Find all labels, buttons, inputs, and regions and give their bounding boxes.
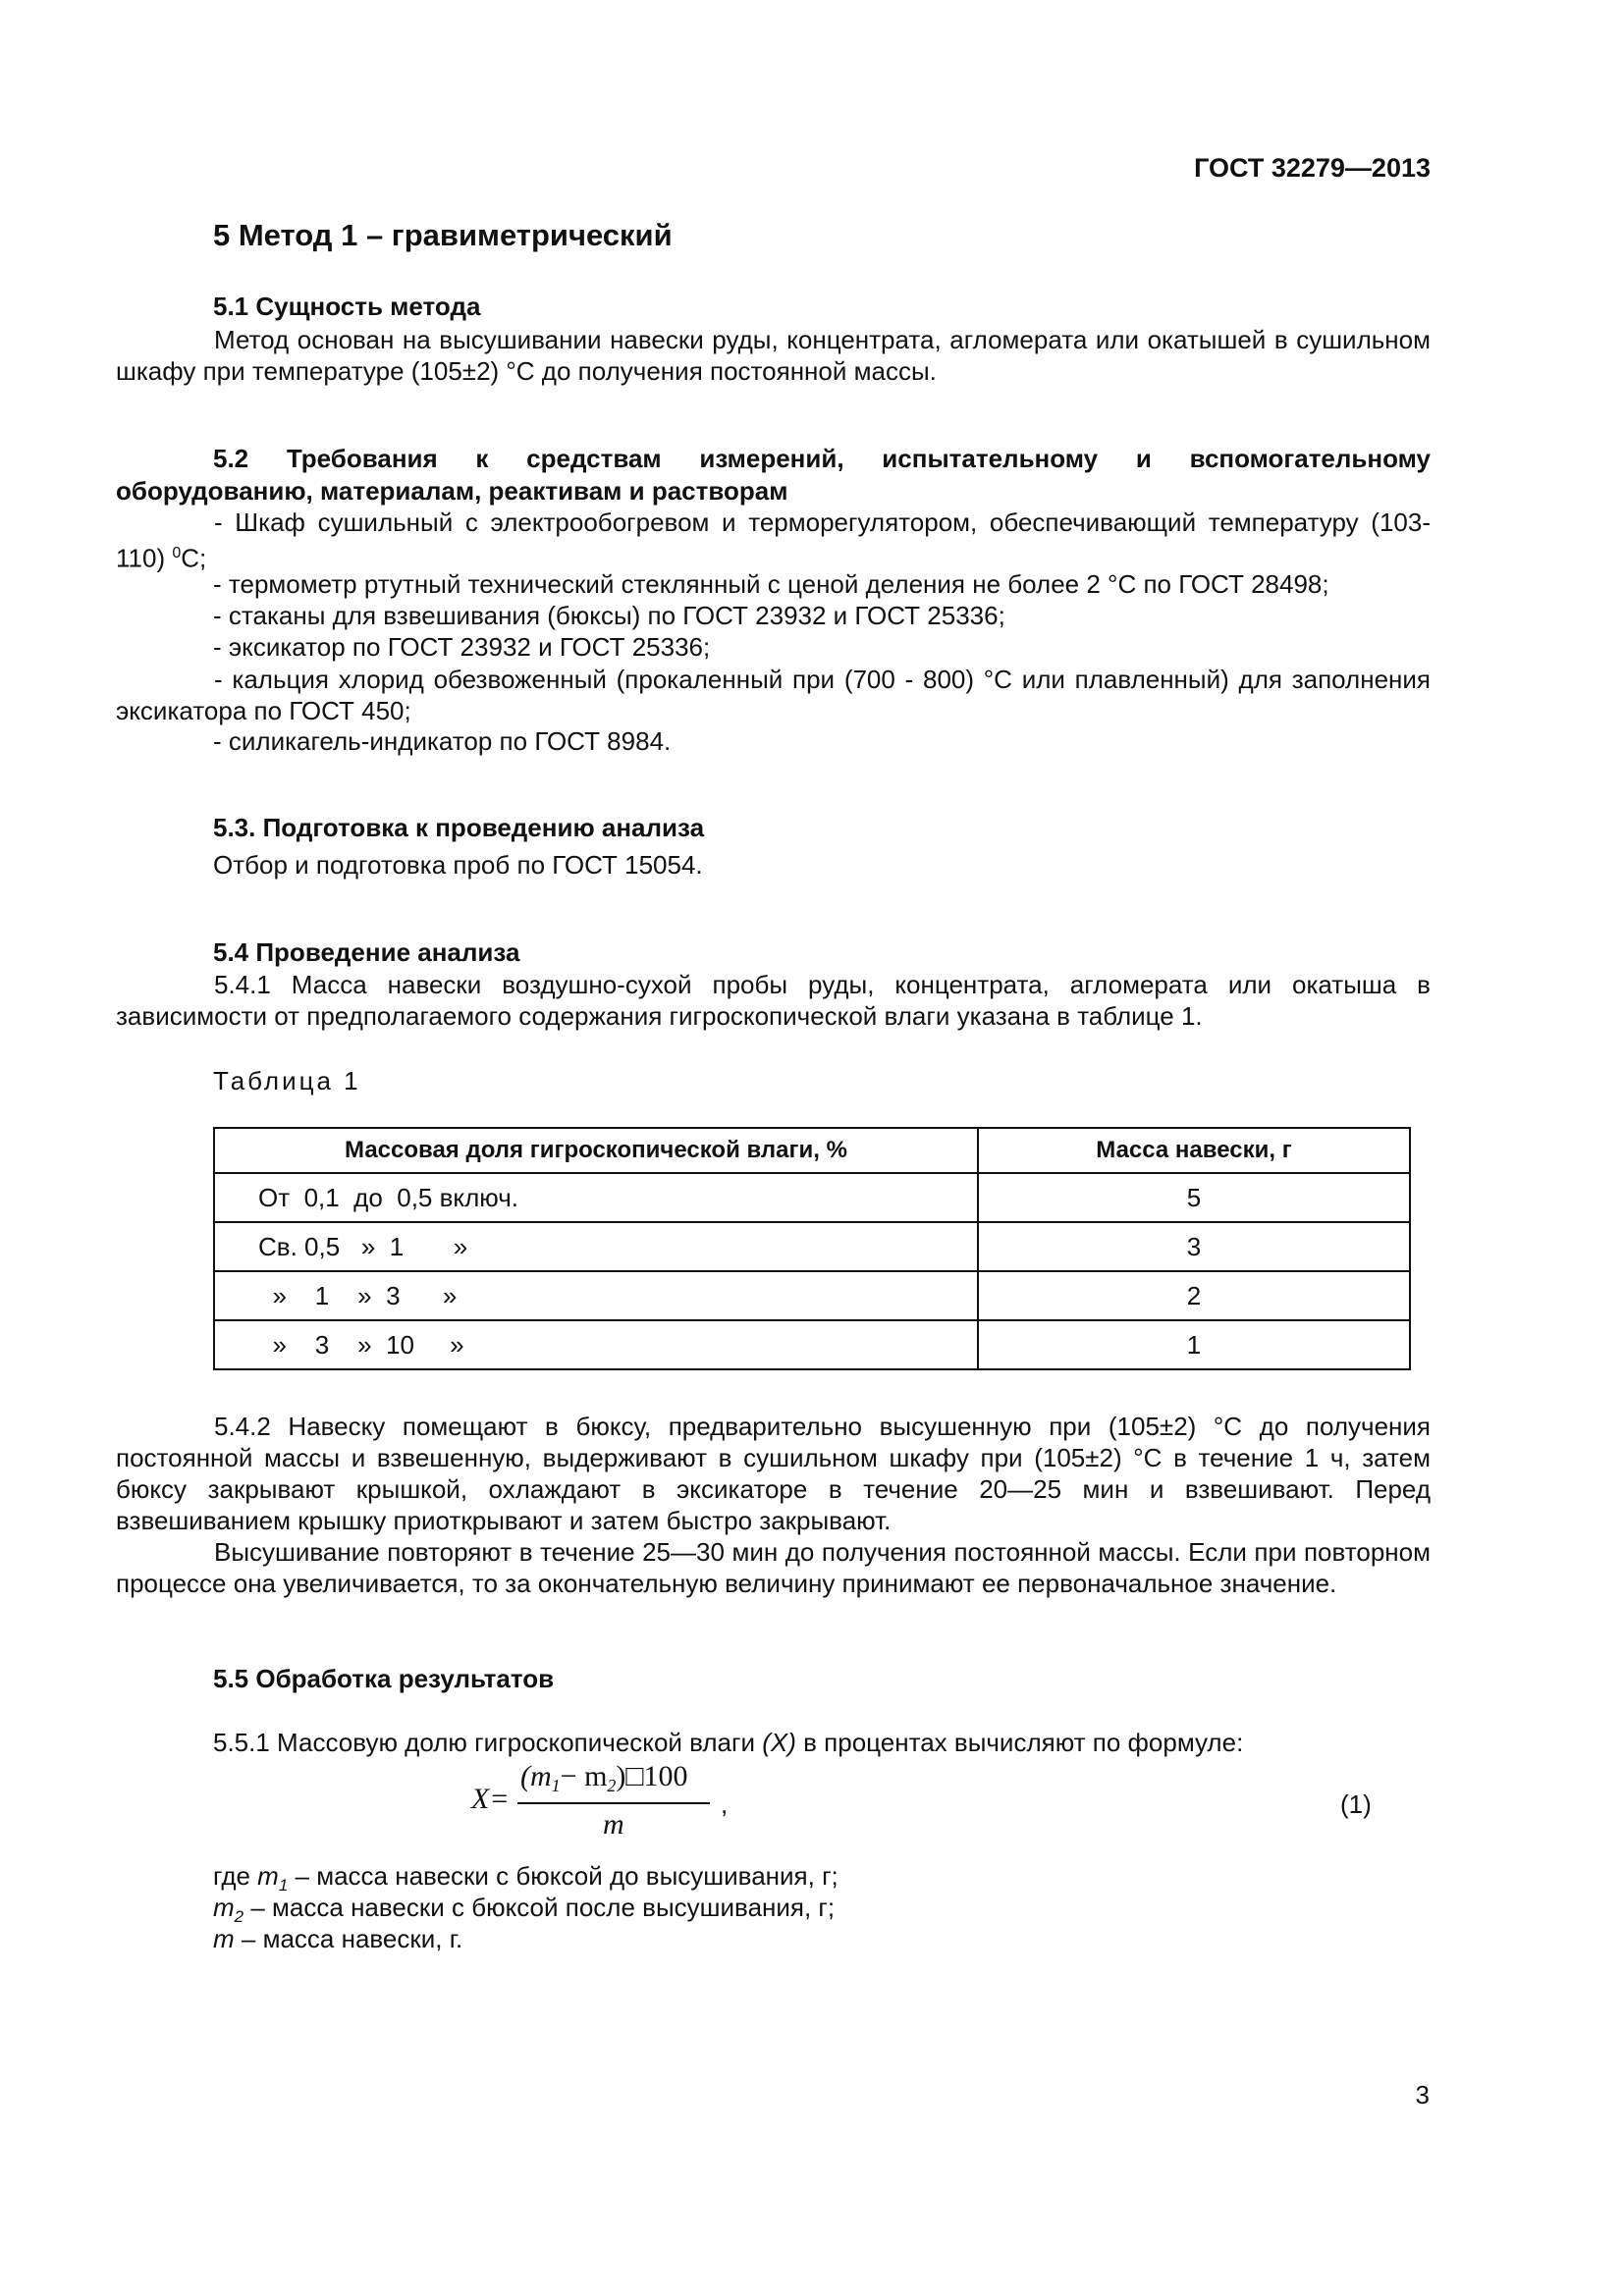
paragraph-5-4-2: 5.4.2 Навеску помещают в бюксу, предварительно высушенную при (105±2) °С до получения постоянной массы и взвешенную, выдерживают в сушильном шкафу при (105±2) °С в течение 1 ч, затем бюксу закрывают крышкой, охлаждают в эксикаторе в течение 20—25 мин и взвешивают. Перед взвешиванием крышку приоткрывают и затем быстро закрывают.: [116, 1412, 1431, 1535]
formula-lhs: X=: [471, 1783, 510, 1815]
list-item-desiccator: - эксикатор по ГОСТ 23932 и ГОСТ 25336;: [213, 632, 711, 662]
table-row: [214, 1271, 1410, 1320]
table-cell-moisture: » 1 » 3 »: [214, 1271, 978, 1320]
table-cell-mass: 1: [978, 1320, 1410, 1369]
heading-5-4: 5.4 Проведение анализа: [213, 937, 520, 967]
formula-denominator: m: [603, 1808, 624, 1841]
list-item-dryer: - Шкаф сушильный с электрообогревом и терморегулятором, обеспечивающий температуру (103-110) $^0$С;: [116, 507, 1431, 573]
table-row: [214, 1320, 1410, 1369]
table-header-moisture: Массовая доля гигроскопической влаги, %: [214, 1128, 978, 1173]
paragraph-5-5-1: 5.5.1 Массовую долю гигроскопической влаги (X) в процентах вычисляют по формуле:: [213, 1728, 1244, 1757]
table-row: [214, 1173, 1410, 1222]
table-cell-moisture: Св. 0,5 » 1 »: [214, 1222, 978, 1271]
table-row: [214, 1222, 1410, 1271]
definition-m1: где $m_1$ – масса навески с бюксой до высушивания, г;: [213, 1861, 839, 1896]
paragraph-5-3: Отбор и подготовка проб по ГОСТ 15054.: [213, 850, 703, 880]
heading-5-5: 5.5 Обработка результатов: [213, 1664, 555, 1693]
list-item-weighing-bottles: - стаканы для взвешивания (бюксы) по ГОСТ 23932 и ГОСТ 25336;: [213, 601, 1005, 630]
formula-comma: ,: [721, 1789, 729, 1819]
document-header-id: ГОСТ 32279—2013: [1194, 153, 1431, 183]
list-item-thermometer: - термометр ртутный технический стеклянный с ценой деления не более 2 °С по ГОСТ 28498;: [213, 569, 1329, 599]
heading-5-1: 5.1 Сущность метода: [213, 292, 481, 321]
paragraph-5-4-2-repeat: Высушивание повторяют в течение 25—30 мин до получения постоянной массы. Если при повторном процессе она увеличивается, то за окончательную величину принимают ее первоначальное значение.: [116, 1537, 1431, 1598]
list-item-silica-gel: - силикагель-индикатор по ГОСТ 8984.: [213, 726, 672, 756]
formula-number: (1): [1340, 1789, 1372, 1819]
list-item-calcium-chloride: - кальция хлорид обезвоженный (прокаленный при (700 - 800) °С или плавленный) для заполнения эксикатора по ГОСТ 450;: [116, 665, 1431, 725]
page-number: 3: [1415, 2080, 1430, 2109]
definition-m2: $m_2$ – масса навески с бюксой после высушивания, г;: [213, 1893, 836, 1927]
paragraph-5-1: Метод основан на высушивании навески руды, концентрата, агломерата или окатышей в сушильном шкафу при температуре (105±2) °С до получения постоянной массы.: [116, 325, 1431, 386]
definition-m: m – масса навески, г.: [213, 1924, 463, 1953]
moisture-mass-table: [213, 1127, 1411, 1370]
formula-numerator: ($m_1-$ $m_2)□100$: [520, 1760, 688, 1795]
table-cell-moisture: От 0,1 до 0,5 включ.: [214, 1173, 978, 1222]
paragraph-5-4-1: 5.4.1 Масса навески воздушно-сухой пробы руды, концентрата, агломерата или окатыша в зависимости от предполагаемого содержания гигроскопической влаги указана в таблице 1.: [116, 970, 1431, 1031]
heading-5-2-line2: оборудованию, материалам, реактивам и растворам: [116, 476, 788, 506]
heading-5-3: 5.3. Подготовка к проведению анализа: [213, 813, 705, 842]
table-cell-moisture: » 3 » 10 »: [214, 1320, 978, 1369]
section-title: 5 Метод 1 – гравиметрический: [213, 218, 673, 252]
table-cell-mass: 2: [978, 1271, 1410, 1320]
table-header-row: [214, 1128, 1410, 1173]
table-cell-mass: 3: [978, 1222, 1410, 1271]
table-caption: Таблица 1: [213, 1066, 361, 1095]
table-cell-mass: 5: [978, 1173, 1410, 1222]
formula-fraction-bar: [517, 1802, 710, 1804]
table-header-mass: Масса навески, г: [978, 1128, 1410, 1173]
heading-5-2-line1: 5.2 Требования к средствам измерений, испытательному и вспомогательному: [213, 444, 1431, 473]
